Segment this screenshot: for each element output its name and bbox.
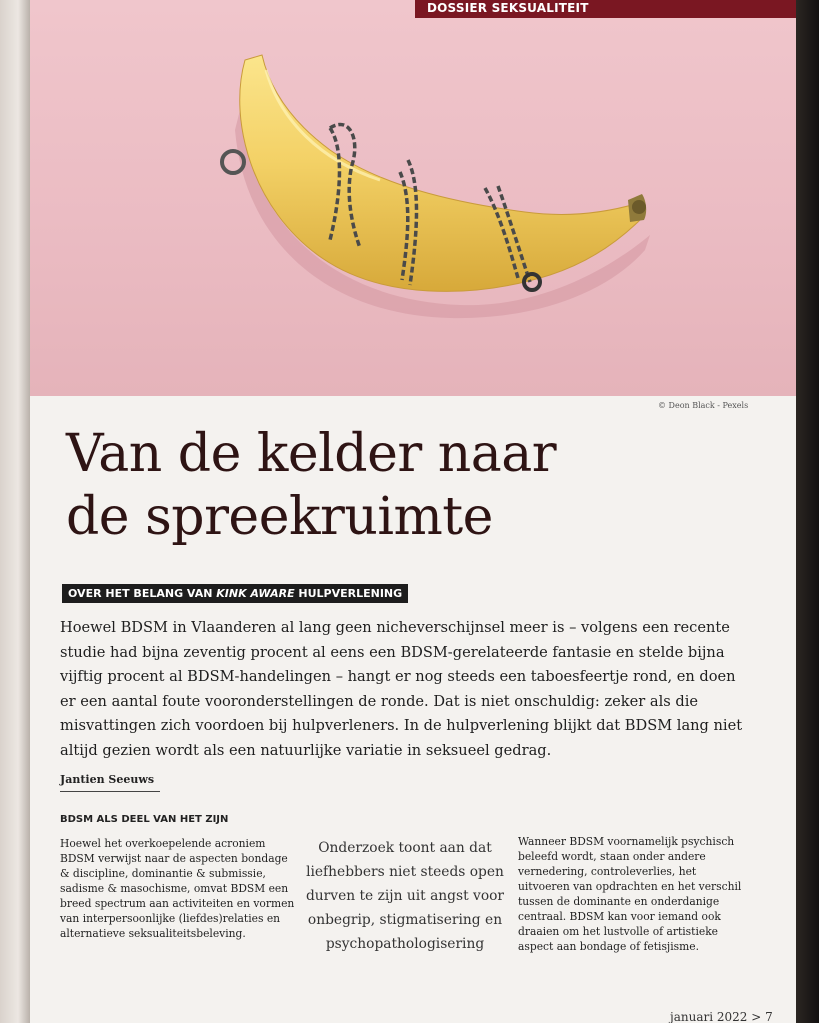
banana-chain-photo xyxy=(30,0,796,396)
subtitle-suffix: HULPVERLENING xyxy=(294,587,403,600)
magazine-page xyxy=(30,0,796,1023)
photo-credit: © Deon Black - Pexels xyxy=(658,401,749,410)
banana-illustration xyxy=(30,0,796,396)
author-name: Jantien Seeuws xyxy=(60,773,155,786)
subtitle-banner xyxy=(62,584,408,603)
author-divider xyxy=(60,791,160,792)
page-folio: januari 2022 > 7 xyxy=(670,1010,773,1023)
intro-paragraph: Hoewel BDSM in Vlaanderen al lang geen nicheverschijnsel meer is – volgens een recente studie had bijna zeventig procent al eens een BDSM-gerelateerde fantasie en stelde bijna vijftig procent al BDSM-handelingen – hangt er nog steeds een taboesfeertje rond, en doen er een aantal foute vooronderstellingen de ronde. Dat is niet onschuldig: zeker als die misvattingen zich voordoen bij hulpverleners. In de hulpverlening blijkt dat BDSM lang niet altijd gezien wordt als een natuurlijke variatie in seksueel gedrag. xyxy=(60,619,743,759)
title-line-2: de spreekruimte xyxy=(66,487,493,547)
body-column-1: Hoewel het overkoepelende acroniem BDSM verwijst naar de aspecten bondage & discipline, dominantie & submissie, sadisme & masochisme, omvat BDSM een breed spectrum aan activiteiten en vormen van interpersoonlijke (liefdes)relaties en alternatieve seksualiteitsbeleving. xyxy=(60,837,295,940)
subtitle-emphasis: KINK AWARE xyxy=(216,587,295,600)
article-title xyxy=(66,423,756,549)
right-page-edge xyxy=(796,0,819,1023)
left-page-edge xyxy=(0,0,30,1023)
pull-quote: Onderzoek toont aan dat liefhebbers niet steeds open durven te zijn uit angst voor onbegrip, stigmatisering en psychopathologisering xyxy=(305,840,505,952)
section-heading: BDSM ALS DEEL VAN HET ZIJN xyxy=(60,814,229,825)
title-line-1: Van de kelder naar xyxy=(66,424,557,484)
dossier-banner xyxy=(415,0,796,18)
dossier-label: DOSSIER SEKSUALITEIT xyxy=(427,1,589,15)
body-column-3: Wanneer BDSM voornamelijk psychisch beleefd wordt, staan onder andere vernedering, controleverlies, het uitvoeren van opdrachten en het verschil tussen de dominante en onderdanige centraal. BDSM kan voor iemand ook draaien om het lustvolle of artistieke aspect aan bondage of fetisjisme. xyxy=(518,835,742,953)
subtitle-prefix: OVER HET BELANG VAN xyxy=(68,587,217,600)
